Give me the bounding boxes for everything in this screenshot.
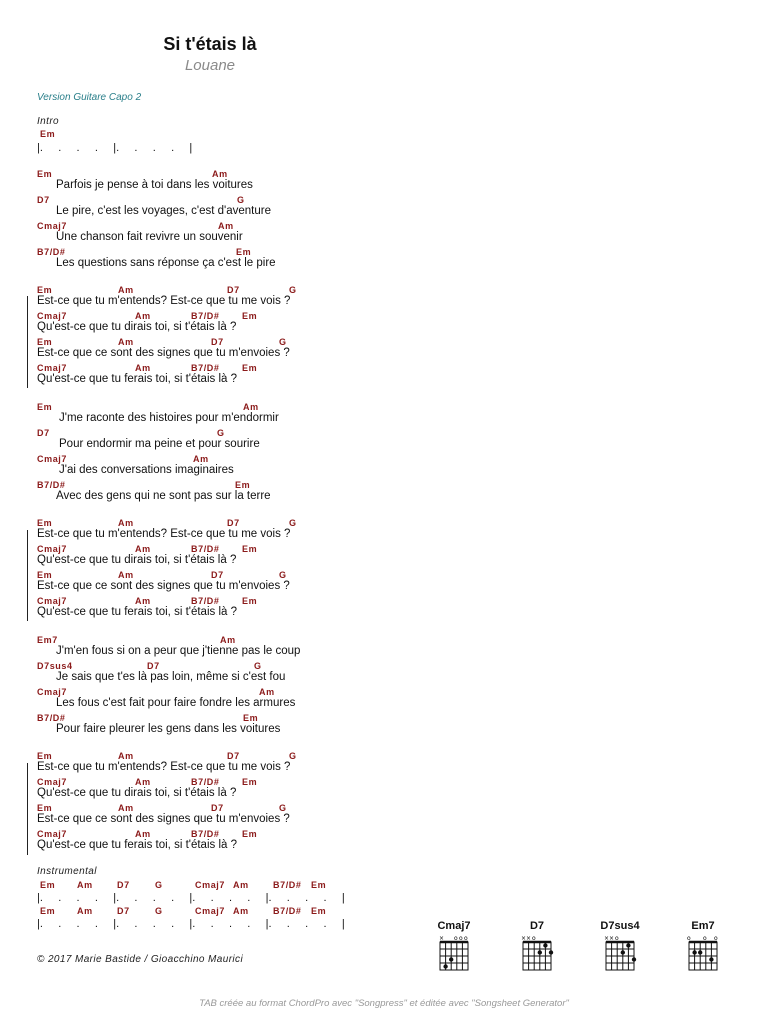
chord-label: D7 xyxy=(147,661,160,671)
chord-label: G xyxy=(279,337,287,347)
lyric-line: Qu'est-ce que tu ferais toi, si t'étais là ? xyxy=(37,606,237,618)
svg-text:o: o xyxy=(714,935,718,942)
chord-label: G xyxy=(279,570,287,580)
lyric-line: Qu'est-ce que tu dirais toi, si t'étais là ? xyxy=(37,554,237,566)
chorus-bar xyxy=(27,763,28,855)
chord-label: Am xyxy=(135,777,151,787)
chord-label: Am xyxy=(233,906,249,916)
chord-label: D7 xyxy=(37,195,50,205)
chord-label: B7/D# xyxy=(191,311,220,321)
chord-diagram-em7 xyxy=(673,920,733,972)
chord-diagram-name: Em7 xyxy=(691,920,715,932)
chord-label: D7 xyxy=(37,428,50,438)
song-title: Si t'étais là xyxy=(163,34,257,54)
lyric-line: Qu'est-ce que tu ferais toi, si t'étais là ? xyxy=(37,373,237,385)
chord-grid-icon xyxy=(603,934,637,972)
lyric-line: Est-ce que tu m'entends? Est-ce que tu me vois ? xyxy=(37,295,291,307)
chord-label: Cmaj7 xyxy=(195,906,226,916)
chord-label: Em7 xyxy=(37,635,58,645)
chord-label: B7/D# xyxy=(191,596,220,606)
lyric-line: Pour endormir ma peine et pour sourire xyxy=(59,438,260,450)
chord-label: Am xyxy=(212,169,228,179)
chord-label: Em xyxy=(37,337,53,347)
chord-label: D7 xyxy=(211,803,224,813)
chord-label: D7 xyxy=(227,751,240,761)
lyric-line: Est-ce que ce sont des signes que tu m'envoies ? xyxy=(37,580,290,592)
chord-diagram-name: Cmaj7 xyxy=(437,920,471,932)
chord-label: Em xyxy=(235,480,251,490)
lyric-line: Les fous c'est fait pour faire fondre les armures xyxy=(56,697,296,709)
chord-label: D7sus4 xyxy=(37,661,73,671)
chord-label: Am xyxy=(77,880,93,890)
section-label-instrumental: Instrumental xyxy=(37,866,97,877)
chord-diagram-d7 xyxy=(507,920,567,972)
chord-label: B7/D# xyxy=(191,829,220,839)
chord-grid-icon xyxy=(520,934,554,972)
svg-text:o: o xyxy=(532,935,536,942)
lyric-line: Une chanson fait revivre un souvenir xyxy=(56,231,243,243)
chorus-bar xyxy=(27,530,28,621)
chord-label: Cmaj7 xyxy=(37,829,68,839)
song-artist: Louane xyxy=(184,57,236,74)
chord-label: G xyxy=(237,195,245,205)
chord-label: Em xyxy=(37,751,53,761)
chord-label: B7/D# xyxy=(37,480,66,490)
bar-pattern: |. . . . |. . . . |. . . . |. . . . | xyxy=(37,892,345,904)
lyric-line: Est-ce que ce sont des signes que tu m'envoies ? xyxy=(37,347,290,359)
chord-label: B7/D# xyxy=(191,777,220,787)
chord-label: G xyxy=(217,428,225,438)
chord-label: Am xyxy=(233,880,249,890)
lyric-line: Qu'est-ce que tu ferais toi, si t'étais là ? xyxy=(37,839,237,851)
bar-pattern: |. . . . |. . . . |. . . . |. . . . | xyxy=(37,918,345,930)
svg-text:×: × xyxy=(609,935,615,942)
chord-label: Am xyxy=(259,687,275,697)
chord-label: Cmaj7 xyxy=(37,221,68,231)
lyric-line: Parfois je pense à toi dans les voitures xyxy=(56,179,253,191)
chord-label: Am xyxy=(118,803,134,813)
lyric-line: Est-ce que tu m'entends? Est-ce que tu me vois ? xyxy=(37,761,291,773)
chord-label: Cmaj7 xyxy=(37,596,68,606)
svg-text:o: o xyxy=(703,935,707,942)
svg-text:o: o xyxy=(459,935,463,942)
chord-label: Cmaj7 xyxy=(37,687,68,697)
svg-text:o: o xyxy=(615,935,619,942)
chord-label: Em xyxy=(243,713,259,723)
chord-label: D7 xyxy=(117,906,130,916)
chord-label: Am xyxy=(135,596,151,606)
chord-label: Em xyxy=(311,906,327,916)
chord-label: Em xyxy=(311,880,327,890)
lyric-line: J'me raconte des histoires pour m'endormir xyxy=(59,412,279,424)
chord-label: Cmaj7 xyxy=(37,544,68,554)
chorus-bar xyxy=(27,296,28,388)
chord-label: Em xyxy=(40,880,56,890)
lyric-line: J'm'en fous si on a peur que j'tienne pas le coup xyxy=(56,645,301,657)
lyric-line: Pour faire pleurer les gens dans les voitures xyxy=(56,723,281,735)
chord-label: Am xyxy=(135,363,151,373)
chord-label: D7 xyxy=(117,880,130,890)
chord-grid-icon xyxy=(437,934,471,972)
chord-label: Em xyxy=(37,402,53,412)
chord-label: Em xyxy=(242,777,258,787)
chord-label: D7 xyxy=(227,285,240,295)
chord-label: Em xyxy=(242,311,258,321)
chord-label: G xyxy=(289,518,297,528)
chord-label: Am xyxy=(193,454,209,464)
lyric-line: Est-ce que ce sont des signes que tu m'envoies ? xyxy=(37,813,290,825)
lyric-line: Les questions sans réponse ça c'est le pire xyxy=(56,257,276,269)
chord-label: B7/D# xyxy=(273,880,302,890)
copyright: © 2017 Marie Bastide / Gioacchino Maurici xyxy=(37,954,244,965)
chord-label: Am xyxy=(118,518,134,528)
svg-text:o: o xyxy=(687,935,691,942)
chord-label: Em xyxy=(242,544,258,554)
chord-label: G xyxy=(155,906,163,916)
svg-text:×: × xyxy=(439,935,445,942)
svg-text:o: o xyxy=(454,935,458,942)
chord-label: B7/D# xyxy=(191,544,220,554)
chord-diagram-d7sus4 xyxy=(590,920,650,972)
chord-label: Em xyxy=(40,129,56,139)
chord-label: Em xyxy=(37,518,53,528)
lyric-line: Est-ce que tu m'entends? Est-ce que tu me vois ? xyxy=(37,528,291,540)
chord-label: Cmaj7 xyxy=(37,311,68,321)
chord-label: Cmaj7 xyxy=(195,880,226,890)
chord-label: Am xyxy=(118,570,134,580)
chord-label: B7/D# xyxy=(37,247,66,257)
chord-label: Em xyxy=(40,906,56,916)
chord-label: G xyxy=(289,285,297,295)
chord-label: Em xyxy=(37,803,53,813)
chord-label: Em xyxy=(236,247,252,257)
chord-label: Am xyxy=(118,337,134,347)
chord-label: G xyxy=(155,880,163,890)
chord-label: G xyxy=(254,661,262,671)
chord-grid-icon xyxy=(686,934,720,972)
chord-label: Em xyxy=(242,363,258,373)
chord-label: Am xyxy=(118,751,134,761)
lyric-line: Qu'est-ce que tu dirais toi, si t'étais là ? xyxy=(37,787,237,799)
chord-label: Cmaj7 xyxy=(37,454,68,464)
chord-label: B7/D# xyxy=(191,363,220,373)
lyric-line: Avec des gens qui ne sont pas sur la terre xyxy=(56,490,271,502)
chord-label: Am xyxy=(243,402,259,412)
chord-label: Em xyxy=(37,570,53,580)
chord-label: Cmaj7 xyxy=(37,363,68,373)
lyric-line: Qu'est-ce que tu dirais toi, si t'étais là ? xyxy=(37,321,237,333)
chord-label: Am xyxy=(135,544,151,554)
chord-diagram-name: D7sus4 xyxy=(600,920,640,932)
svg-text:×: × xyxy=(604,935,610,942)
chord-diagram-name: D7 xyxy=(529,920,545,932)
footer-note: TAB créée au format ChordPro avec "Songpress" et éditée avec "Songsheet Generator" xyxy=(199,998,569,1009)
version-note: Version Guitare Capo 2 xyxy=(37,92,142,103)
svg-text:×: × xyxy=(521,935,527,942)
lyric-line: J'ai des conversations imaginaires xyxy=(59,464,234,476)
chord-label: Am xyxy=(218,221,234,231)
svg-text:o: o xyxy=(464,935,468,942)
chord-label: Em xyxy=(242,829,258,839)
bar-pattern: |. . . . |. . . . | xyxy=(37,142,193,154)
chord-label: Am xyxy=(118,285,134,295)
chord-label: B7/D# xyxy=(37,713,66,723)
lyric-line: Je sais que t'es là pas loin, même si c'est fou xyxy=(56,671,286,683)
chord-label: D7 xyxy=(211,570,224,580)
chord-label: Em xyxy=(37,169,53,179)
section-label-intro: Intro xyxy=(37,116,60,127)
chord-label: G xyxy=(279,803,287,813)
lyric-line: Le pire, c'est les voyages, c'est d'aventure xyxy=(56,205,271,217)
chord-label: Am xyxy=(135,829,151,839)
chord-label: Cmaj7 xyxy=(37,777,68,787)
chord-diagram-cmaj7 xyxy=(424,920,484,972)
chord-label: Am xyxy=(220,635,236,645)
chord-label: D7 xyxy=(211,337,224,347)
chord-label: B7/D# xyxy=(273,906,302,916)
chord-label: Am xyxy=(135,311,151,321)
chord-label: Em xyxy=(242,596,258,606)
chord-label: Em xyxy=(37,285,53,295)
chord-label: D7 xyxy=(227,518,240,528)
chord-label: Am xyxy=(77,906,93,916)
chord-label: G xyxy=(289,751,297,761)
svg-text:×: × xyxy=(526,935,532,942)
